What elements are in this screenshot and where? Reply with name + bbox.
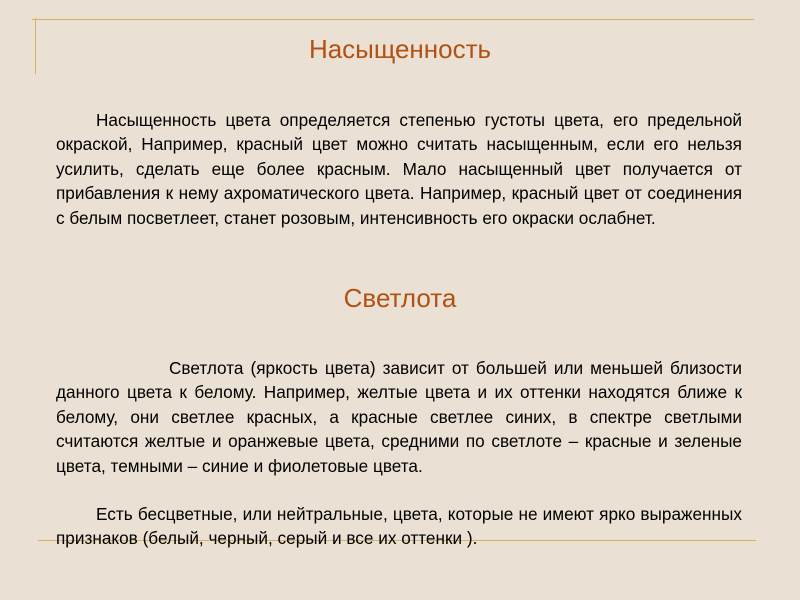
frame-top-line	[32, 19, 754, 20]
heading-saturation: Насыщенность	[308, 34, 492, 64]
paragraph-saturation: Насыщенность цвета определяется степенью густоты цвета, его предельной окраской, Например, красный цвет можно считать насыщенным, если его нельзя усилить, сделать еще более красным. Мало насыщенный цвет получается от прибавления к нему ахроматического цвета. Например, красный цвет от соединения с белым посветлеет, станет розовым, интенсивность его окраски ослабнет.	[56, 110, 742, 228]
paragraph-neutral-colors: Есть бесцветные, или нейтральные, цвета, которые не имеют ярко выраженных признаков (белый, черный, серый и все их оттенки ).	[56, 504, 742, 549]
paragraph-lightness: Светлота (яркость цвета) зависит от большей или меньшей близости данного цвета к белому. Например, желтые цвета и их оттенки находятся ближе к белому, они светлее красных, а красные светлее синих, в спектре светлыми считаются желтые и оранжевые цвета, средними по светлоте – красные и зеленые цвета, темными – синие и фиолетовые цвета.	[56, 358, 742, 476]
heading-lightness: Светлота	[343, 283, 457, 313]
